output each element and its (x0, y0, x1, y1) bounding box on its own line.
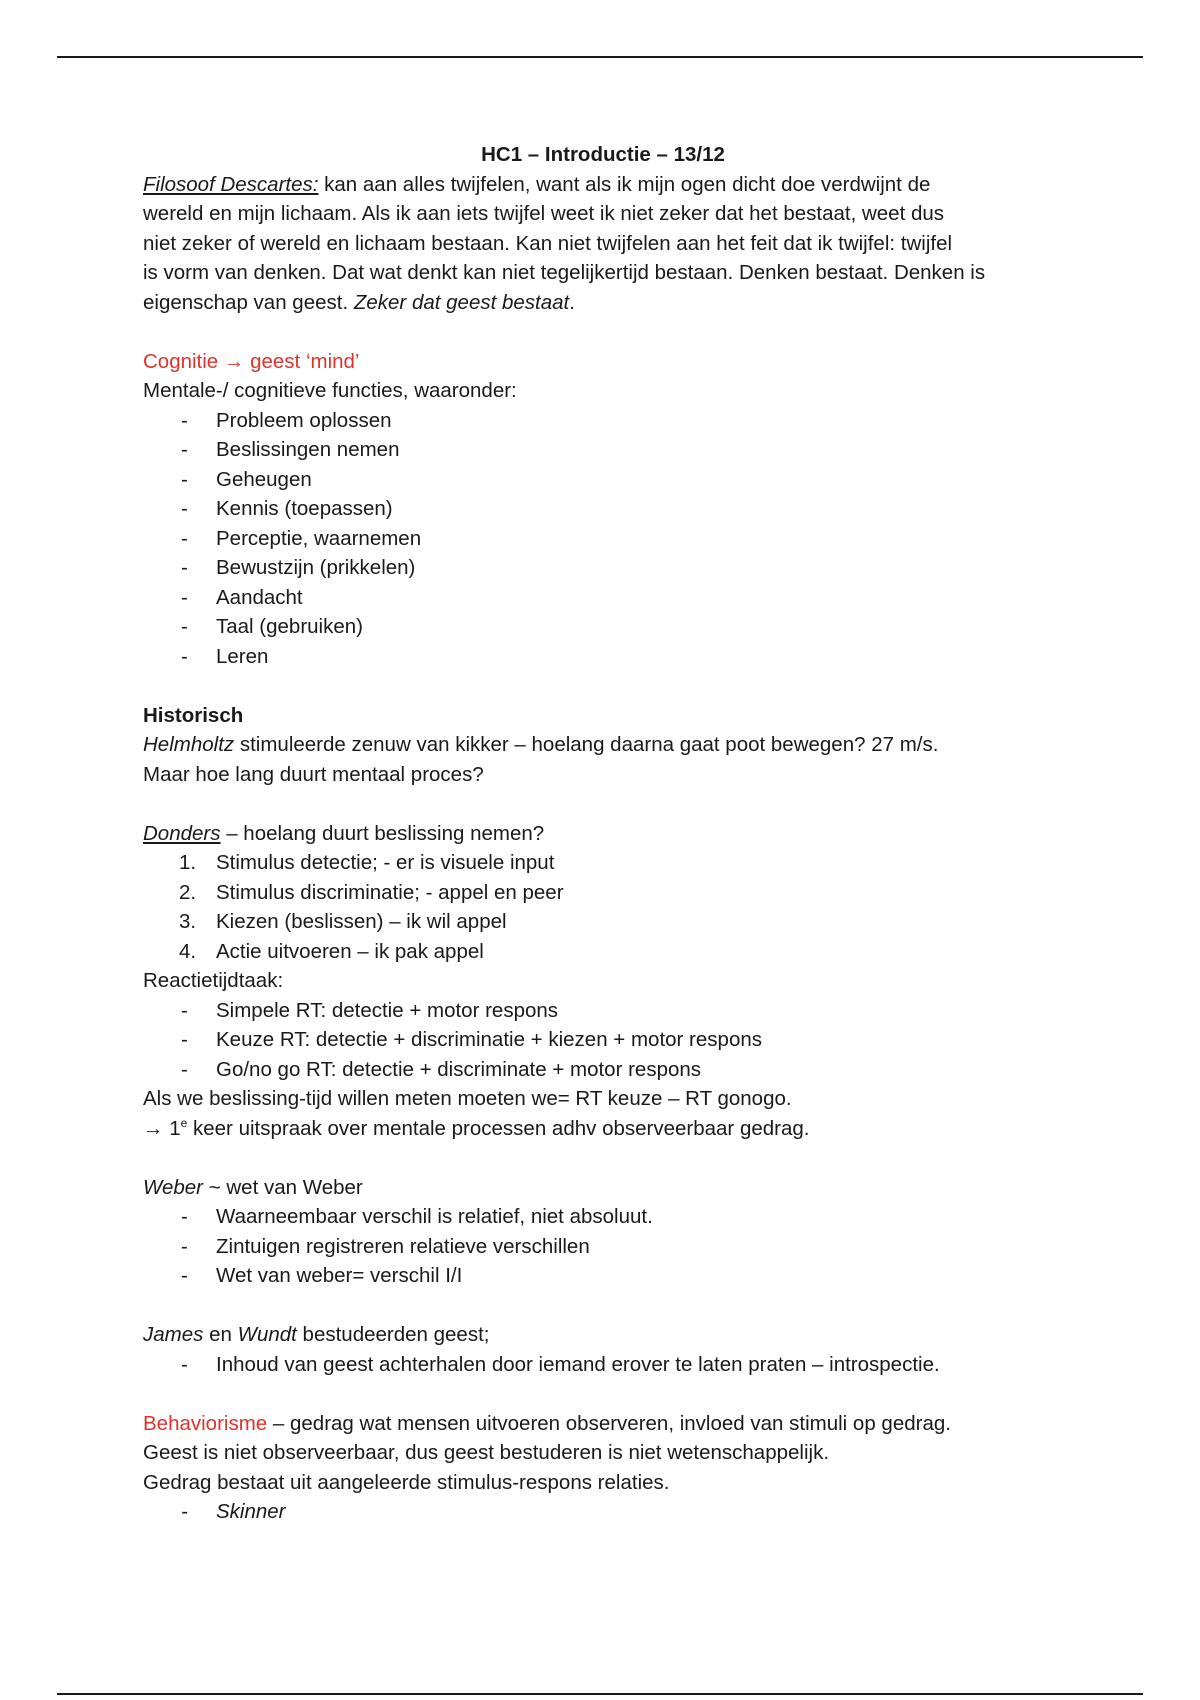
list-item: - Keuze RT: detectie + discriminatie + kiezen + motor respons (143, 1025, 1063, 1055)
descartes-name: Filosoof Descartes: (143, 172, 319, 196)
list-item: - Skinner (143, 1497, 1063, 1527)
helmholtz-name: Helmholtz (143, 733, 235, 756)
weber-list (143, 1202, 1063, 1291)
historisch-heading: Historisch (143, 703, 244, 727)
helmholtz-line-2: Maar hoe lang duurt mentaal proces? (143, 762, 484, 786)
behaviorisme-line-2: Geest is niet observeerbaar, dus geest bestuderen is niet wetenschappelijk. (143, 1441, 830, 1464)
footer-rule (57, 1693, 1143, 1695)
descartes-conclusion: Zeker dat geest bestaat (353, 290, 570, 314)
list-item: - Perceptie, waarnemen (143, 524, 1063, 554)
list-item: - Simpele RT: detectie + motor respons (143, 996, 1063, 1026)
donders-steps (143, 848, 1063, 966)
weber-name: Weber (143, 1175, 204, 1199)
descartes-line-5: eigenschap van geest. Zeker dat geest bestaat. (143, 290, 575, 314)
list-item: - Kennis (toepassen) (143, 494, 1063, 524)
list-item: - Beslissingen nemen (143, 435, 1063, 465)
weber-line: Weber ~ wet van Weber (143, 1175, 363, 1199)
list-item: - Waarneembaar verschil is relatief, niet absoluut. (143, 1202, 1063, 1232)
page-title: HC1 – Introductie – 13/12 (481, 143, 725, 166)
list-item: 3. Kiezen (beslissen) – ik wil appel (179, 910, 507, 933)
list-item: - Geheugen (143, 465, 1063, 495)
list-item: 4. Actie uitvoeren – ik pak appel (179, 939, 484, 963)
cognitie-heading: Cognitie → geest ‘mind’ (143, 349, 360, 373)
james-wundt-line: James en Wundt bestudeerden geest; (143, 1323, 490, 1346)
behaviorisme-list (143, 1497, 1063, 1527)
cognitie-list (143, 406, 1063, 672)
james-list (143, 1350, 1063, 1380)
document-body (143, 140, 1063, 1527)
descartes-line-1: Filosoof Descartes: kan aan alles twijfelen, want als ik mijn ogen dicht doe verdwijnt de (143, 172, 931, 196)
list-item: 2. Stimulus discriminatie; - appel en peer (179, 880, 564, 904)
list-item: - Taal (gebruiken) (143, 612, 1063, 642)
donders-line: Donders – hoelang duurt beslissing nemen? (143, 821, 545, 845)
header-rule (57, 56, 1143, 58)
helmholtz-line: Helmholtz stimuleerde zenuw van kikker – hoelang daarna gaat poot bewegen? 27 m/s. (143, 733, 939, 756)
descartes-line-4: is vorm van denken. Dat wat denkt kan niet tegelijkertijd bestaan. Denken bestaat. Denken is (143, 261, 986, 284)
rt-list (143, 996, 1063, 1085)
descartes-line-3: niet zeker of wereld en lichaam bestaan. Kan niet twijfelen aan het feit dat ik twijfel: twijfel (143, 231, 953, 255)
descartes-line-2: wereld en mijn lichaam. Als ik aan iets twijfel weet ik niet zeker dat het bestaat, weet dus (143, 202, 945, 225)
list-item: - Leren (143, 642, 1063, 672)
rt-heading: Reactietijdtaak: (143, 969, 284, 992)
behaviorisme-line: Behaviorisme – gedrag wat mensen uitvoeren observeren, invloed van stimuli op gedrag. (143, 1411, 951, 1435)
list-item: - Zintuigen registreren relatieve verschillen (143, 1232, 1063, 1262)
behaviorisme-heading: Behaviorisme (143, 1411, 268, 1435)
list-item: - Wet van weber= verschil I/I (143, 1261, 1063, 1291)
list-item: - Inhoud van geest achterhalen door iemand erover te laten praten – introspectie. (143, 1350, 1063, 1380)
list-item: - Go/no go RT: detectie + discriminate + motor respons (143, 1055, 1063, 1085)
cognitie-intro: Mentale-/ cognitieve functies, waaronder: (143, 379, 517, 402)
list-item: - Probleem oplossen (143, 406, 1063, 436)
rt-measure: Als we beslissing-tijd willen meten moeten we= RT keuze – RT gonogo. (143, 1087, 792, 1110)
behaviorisme-line-3: Gedrag bestaat uit aangeleerde stimulus-respons relaties. (143, 1470, 670, 1494)
list-item: - Aandacht (143, 583, 1063, 613)
rt-conclusion: → $1^e$ keer uitspraak over mentale processen adhv observeerbaar gedrag. (143, 1115, 810, 1140)
list-item: 1. Stimulus detectie; - er is visuele input (179, 851, 555, 874)
list-item: - Bewustzijn (prikkelen) (143, 553, 1063, 583)
donders-name: Donders (143, 821, 221, 845)
